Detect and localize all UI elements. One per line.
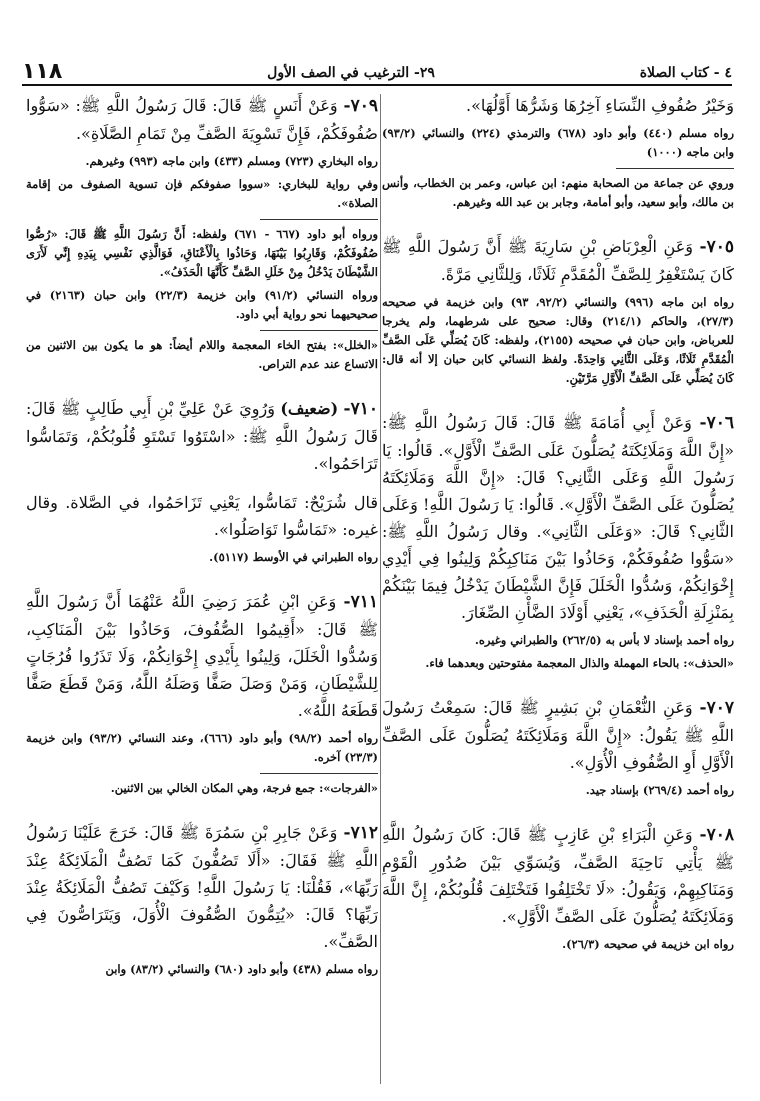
hadith-body: وَعَنْ أَنَسٍ ﷺ قَالَ: قَالَ رَسُولُ اللَّهِ ﷺ: «سَوُّوا صُفُوفَكُمْ، فَإِنَّ تَسْوِيَةَ الصَّفِّ مِنْ تَمَامِ الصَّلَاةِ».	[26, 96, 378, 143]
separator-rule	[616, 168, 734, 169]
hadith-706	[382, 409, 734, 673]
hadith-705	[382, 233, 734, 388]
hadith-number: ٧٠٦-	[699, 413, 734, 433]
section-title: ٢٩- الترغيب في الصف الأول	[267, 65, 435, 81]
hadith-number: ٧١١-	[343, 592, 378, 612]
hadith-source: رواه أحمد بإسناد لا بأس به (٢٦٢/٥) والطبراني وغيره.	[474, 633, 734, 647]
hadith-note: وفي رواية للبخاري: «سووا صفوفكم فإن تسوية الصفوف من إقامة الصلاة».	[26, 177, 378, 210]
hadith-body: وَعَنْ جَابِرِ بْنِ سَمُرَةَ ﷺ قَالَ: خَرَجَ عَلَيْنَا رَسُولُ اللَّهِ ﷺ فَقَالَ: «أَلَا تَصُفُّونَ كَمَا تَصُفُّ الْمَلَائِكَةُ عِنْدَ رَبِّهَا»، فَقُلْنَا: يَا رَسُولَ اللَّهِ! وَكَيْفَ تَصُفُّ الْمَلَائِكَةُ عِنْدَ رَبِّهَا؟ قَالَ: «يُتِمُّونَ الصُّفُوفَ الْأُوَلَ، وَيَتَرَاصُّونَ فِي الصَّفِّ».	[26, 823, 378, 951]
hadith-text	[26, 395, 378, 477]
hadith-711	[26, 588, 378, 798]
hadith-continuation	[382, 92, 734, 212]
hadith-text	[26, 819, 378, 955]
hadith-comment: قال شُرَيْحٌ: تَمَاسُّوا، يَعْنِي تَزَاحَمُوا، في الصَّلاة. وقال غيره: «تَمَاسُّوا تَوَاصَلُوا».	[26, 493, 378, 539]
hadith-text	[382, 409, 734, 626]
hadith-text	[26, 92, 378, 147]
hadith-body: وَعَنِ الْبَرَاءِ بْنِ عَازِبٍ ﷺ قَالَ: كَانَ رَسُولُ اللَّهِ ﷺ يَأْتِي نَاحِيَةَ الصَّفِّ، وَيُسَوِّي بَيْنَ صُدُورِ الْقَوْمِ وَمَنَاكِبِهِمْ، وَيَقُولُ: «لَا تَخْتَلِفُوا فَتَخْتَلِفَ قُلُوبُكُمْ، إِنَّ اللَّهَ وَمَلَائِكَتَهُ يُصَلُّونَ عَلَى الصَّفِّ الْأَوَّلِ».	[382, 825, 734, 926]
hadith-source: رواه الطبراني في الأوسط (٥١١٧).	[209, 550, 378, 564]
hadith-text	[382, 233, 734, 288]
chapter-title: ٤ - كتاب الصلاة	[639, 65, 732, 81]
hadith-text: وَخَيْرُ صُفُوفِ النِّسَاءِ آخِرُهَا وَشَرُّهَا أَوَّلُهَا».	[466, 96, 734, 115]
hadith-source: رواه ابن ماجه (٩٩٦) والنسائي (٩٢/٢، ٩٣) وابن خزيمة في صحيحه (٢٧/٣)، والحاكم (٢١٤/١) وقال: صحيح على شرطهما، ولم يخرجا للعرباض، وابن حبان في صحيحه (٢١٥٥)، ولفظه: كَانَ يُصَلِّي عَلَى الصَّفِّ الْمُقَدَّمِ ثَلَاثًا، وَعَلَى الثَّانِي وَاحِدَةً. ولفظ النسائي كابن حبان إلا أنه قال: كَانَ يُصَلِّي عَلَى الصَّفِّ الْأَوَّلِ مَرَّتَيْنِ.	[382, 295, 734, 385]
hadith-note: وروي عن جماعة من الصحابة منهم: ابن عباس، وعمر بن الخطاب، وأنس بن مالك، وأبو سعيد، وأبو أمامة، وجابر بن عبد الله وغيرهم.	[382, 176, 734, 209]
separator-rule	[260, 773, 378, 774]
hadith-note: ورواه أبو داود (٦٦٧ - ٦٧١) ولفظه: أَنَّ رَسُولَ اللَّهِ ﷺ قَالَ: «رُصُّوا صُفُوفَكُمْ، وَقَارِبُوا بَيْنَهَا، وَحَاذُوا بِالْأَعْنَاقِ، فَوَالَّذِي نَفْسِي بِيَدِهِ إِنِّي لَأَرَى الشَّيْطَانَ يَدْخُلُ مِنْ خَلَلِ الصَّفِّ كَأَنَّهَا الْحَذَفُ».	[26, 227, 378, 279]
hadith-body: وَعَنِ ابْنِ عُمَرَ رَضِيَ اللَّهُ عَنْهُمَا أَنَّ رَسُولَ اللَّهِ ﷺ قَالَ: «أَقِيمُوا الصُّفُوفَ، وَحَاذُوا بَيْنَ الْمَنَاكِبِ، وَسُدُّوا الْخَلَلَ، وَلِينُوا بِأَيْدِي إِخْوَانِكُمْ، وَلَا تَذَرُوا فُرُجَاتٍ لِلشَّيْطَانِ، وَمَنْ وَصَلَ صَفًّا وَصَلَهُ اللَّهُ، وَمَنْ قَطَعَ صَفًّا قَطَعَهُ اللَّهُ».	[26, 592, 378, 720]
hadith-source: رواه البخاري (٧٢٣) ومسلم (٤٣٣) وابن ماجه (٩٩٣) وغيرهم.	[85, 154, 378, 168]
hadith-708	[382, 821, 734, 954]
hadith-text	[26, 588, 378, 724]
running-header	[22, 54, 732, 86]
hadith-source: رواه أحمد (٩٨/٢) وأبو داود (٦٦٦)، وعند النسائي (٩٣/٢) وابن خزيمة (٢٣/٣) آخره.	[26, 731, 378, 764]
hadith-body: وَرُوِيَ عَنْ عَلِيِّ بْنِ أَبِي طَالِبٍ ﷺ قَالَ: قَالَ رَسُولُ اللَّهِ ﷺ: «اسْتَوُوا تَسْتَوِ قُلُوبُكُمْ، وَتَمَاسُّوا تَرَاحَمُوا».	[26, 399, 378, 473]
column-divider	[380, 94, 381, 1084]
hadith-number: ٧١٢-	[343, 823, 378, 843]
hadith-text	[382, 821, 734, 930]
hadith-number: ٧٠٩-	[343, 96, 378, 116]
hadith-note: «الحذف»: بالحاء المهملة والذال المعجمة مفتوحتين وبعدهما فاء.	[425, 656, 734, 670]
right-column	[382, 92, 734, 1087]
separator-rule	[260, 330, 378, 331]
hadith-number: ٧١٠-	[343, 399, 378, 419]
hadith-709	[26, 92, 378, 374]
hadith-note: «الفرجات»: جمع فرجة، وهي المكان الخالي بين الاثنين.	[110, 781, 378, 795]
hadith-note: ورواه النسائي (٩١/٢) وابن خزيمة (٢٢/٣) وابن حبان (٢١٦٣) في صحيحيهما نحو رواية أبي داود.	[26, 288, 378, 321]
hadith-710	[26, 395, 378, 567]
hadith-body: وَعَنْ أَبِي أُمَامَةَ ﷺ قَالَ: قَالَ رَسُولُ اللَّهِ ﷺ: «إِنَّ اللَّهَ وَمَلَائِكَتَهُ يُصَلُّونَ عَلَى الصَّفِّ الْأَوَّلِ». قَالُوا: يَا رَسُولَ اللَّهِ وَعَلَى الثَّانِي؟ قَالَ: «إِنَّ اللَّهَ وَمَلَائِكَتَهُ يُصَلُّونَ عَلَى الصَّفِّ الْأَوَّلِ». قَالُوا: يَا رَسُولَ اللَّهِ! وَعَلَى الثَّانِي؟ قَالَ: «وَعَلَى الثَّانِي». وقال رَسُولُ اللَّهِ ﷺ: «سَوُّوا صُفُوفَكُمْ، وَحَاذُوا بَيْنَ مَنَاكِبِكُمْ وَلِينُوا فِي أَيْدِي إِخْوَانِكُمْ، وَسُدُّوا الْخَلَلَ فَإِنَّ الشَّيْطَانَ يَدْخُلُ فِيمَا بَيْنَكُمْ بِمَنْزِلَةِ الْحَذَفِ»، يَعْنِي أَوْلَادَ الضَّأْنِ الصِّغَارَ.	[382, 413, 734, 622]
hadith-body: وَعَنِ النُّعْمَانِ بْنِ بَشِيرٍ ﷺ قَالَ: سَمِعْتُ رَسُولَ اللَّهِ ﷺ يَقُولُ: «إِنَّ اللَّهَ وَمَلَائِكَتَهُ يُصَلُّونَ عَلَى الصَّفِّ الْأَوَّلِ أَوِ الصُّفُوفِ الْأُوَلِ».	[382, 698, 734, 772]
hadith-body: وَعَنِ الْعِرْبَاضِ بْنِ سَارِيَةَ ﷺ أَنَّ رَسُولَ اللَّهِ ﷺ كَانَ يَسْتَغْفِرُ لِلصَّفِّ الْمُقَدَّمِ ثَلَاثًا، وَلِلثَّانِي مَرَّةً.	[382, 237, 734, 284]
hadith-note: «الخلل»: بفتح الخاء المعجمة واللام أيضاً: هو ما يكون بين الاثنين من الاتساع عند عدم التراص.	[26, 338, 378, 371]
hadith-grade: (ضعيف)	[280, 399, 339, 418]
hadith-source: رواه أحمد (٢٦٩/٤) بإسناد جيد.	[585, 783, 734, 797]
hadith-number: ٧٠٨-	[699, 825, 734, 845]
hadith-707	[382, 694, 734, 800]
separator-rule	[260, 219, 378, 220]
hadith-text	[382, 694, 734, 776]
hadith-source: رواه ابن خزيمة في صحيحه (٢٦/٣).	[562, 937, 734, 951]
hadith-number: ٧٠٥-	[699, 237, 734, 257]
hadith-source: رواه مسلم (٤٣٨) وأبو داود (٦٨٠) والنسائي (٨٣/٢) وابن	[105, 962, 378, 976]
hadith-number: ٧٠٧-	[699, 698, 734, 718]
page-number: ١١٨	[22, 59, 63, 84]
hadith-source: رواه مسلم (٤٤٠) وأبو داود (٦٧٨) والترمذي (٢٢٤) والنسائي (٩٣/٢) وابن ماجه (١٠٠٠)	[382, 126, 734, 159]
left-column	[26, 92, 378, 1087]
hadith-712	[26, 819, 378, 979]
